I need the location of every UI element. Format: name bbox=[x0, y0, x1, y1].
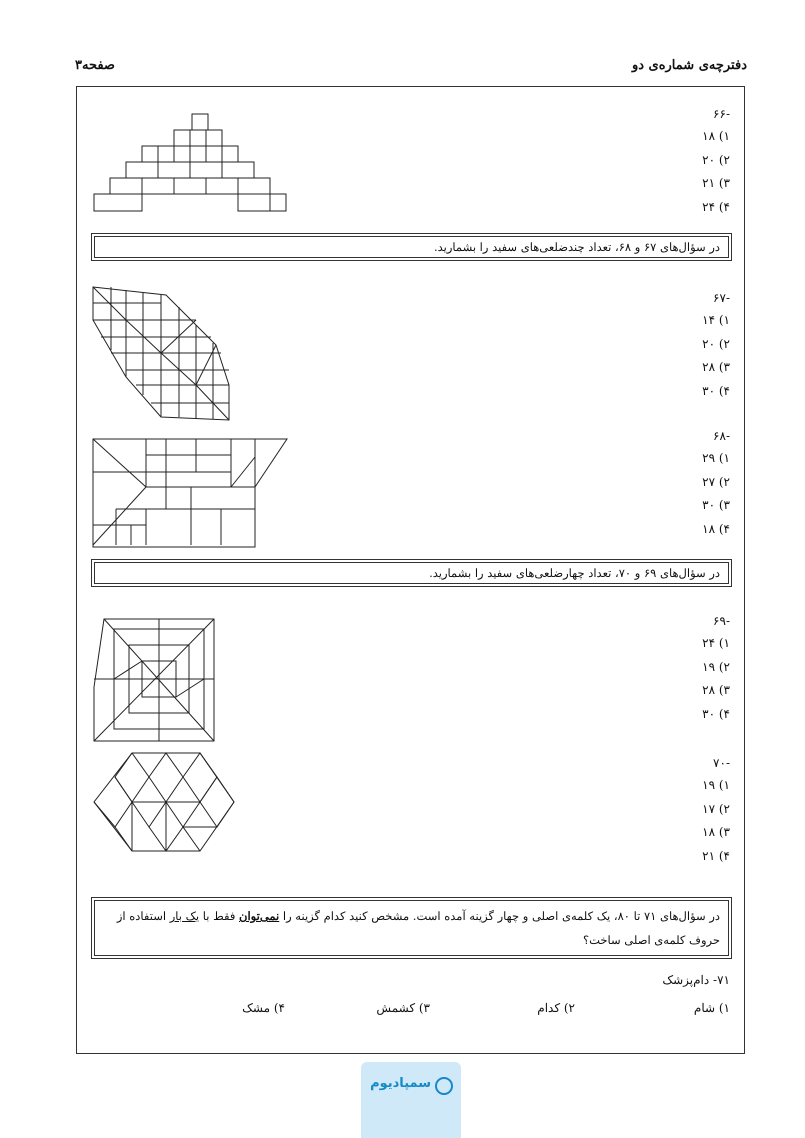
option-1[interactable]: ۱) ۱۴ bbox=[702, 313, 730, 327]
question-71-stem: ۷۱- دام‌پزشک bbox=[662, 973, 730, 987]
option-3[interactable]: ۳) ۲۸ bbox=[702, 683, 730, 697]
question-67 bbox=[702, 287, 730, 403]
page-number: صفحه۳ bbox=[75, 58, 115, 73]
option-4[interactable]: ۴) مشک bbox=[242, 1001, 285, 1015]
question-70 bbox=[702, 752, 730, 868]
option-3[interactable]: ۳) ۳۰ bbox=[702, 498, 730, 512]
option-3[interactable]: ۳) ۲۱ bbox=[702, 176, 730, 190]
question-number: -۶۷ bbox=[713, 291, 730, 305]
option-2[interactable]: ۲) کدام bbox=[537, 1001, 575, 1015]
book-title: دفترچه‌ی شماره‌ی دو bbox=[631, 58, 747, 73]
option-1[interactable]: ۱) شام bbox=[693, 1001, 730, 1015]
question-68 bbox=[702, 425, 730, 541]
brand-name: سمپادیوم bbox=[370, 1076, 431, 1091]
question-number: -۶۶ bbox=[713, 107, 730, 121]
option-4[interactable]: ۴) ۱۸ bbox=[702, 521, 730, 536]
option-1[interactable]: ۱) ۱۸ bbox=[702, 129, 730, 143]
footer-logo-tab bbox=[361, 1062, 461, 1138]
figure-70-hexagon-cubes bbox=[92, 751, 238, 855]
instruction-part: در سؤال‌های ۷۱ تا ۸۰، یک کلمه‌ی اصلی و چهار گزینه آمده است. مشخص کنید کدام گزینه را bbox=[279, 909, 720, 923]
instruction-emphasis: یک بار bbox=[169, 909, 200, 923]
option-2[interactable]: ۲) ۲۰ bbox=[702, 152, 730, 167]
figure-69-square-web bbox=[92, 617, 218, 745]
instruction-box-1 bbox=[91, 233, 732, 261]
instruction-text bbox=[94, 900, 729, 956]
question-frame bbox=[76, 86, 745, 1054]
instruction-part: استفاده از حروف کلمه‌ی اصلی ساخت؟ bbox=[116, 909, 720, 947]
brand-logo[interactable] bbox=[369, 1076, 453, 1098]
option-4[interactable]: ۴) ۳۰ bbox=[702, 383, 730, 398]
option-2[interactable]: ۲) ۲۷ bbox=[702, 474, 730, 489]
instruction-box-3 bbox=[91, 897, 732, 959]
option-4[interactable]: ۴) ۲۱ bbox=[702, 848, 730, 863]
option-2[interactable]: ۲) ۲۰ bbox=[702, 336, 730, 351]
option-4[interactable]: ۴) ۲۴ bbox=[702, 199, 730, 214]
instruction-part: فقط با bbox=[199, 909, 240, 923]
question-71-options bbox=[207, 1001, 730, 1021]
option-3[interactable]: ۳) ۲۸ bbox=[702, 360, 730, 374]
figure-67-polygon-grid bbox=[91, 285, 233, 425]
option-1[interactable]: ۱) ۲۴ bbox=[702, 636, 730, 650]
option-2[interactable]: ۲) ۱۹ bbox=[702, 659, 730, 674]
brain-icon bbox=[435, 1077, 453, 1095]
option-1[interactable]: ۱) ۱۹ bbox=[702, 778, 730, 792]
instruction-emphasis: نمی‌توان bbox=[239, 909, 280, 923]
option-4[interactable]: ۴) ۳۰ bbox=[702, 706, 730, 721]
figure-68-rectangle-grid bbox=[91, 437, 289, 551]
instruction-text: در سؤال‌های ۶۷ و ۶۸، تعداد چندضلعی‌های سفید را بشمارید. bbox=[94, 236, 729, 258]
question-number: -۶۸ bbox=[713, 429, 730, 443]
figure-66-brick-pyramid bbox=[92, 112, 292, 214]
instruction-text: در سؤال‌های ۶۹ و ۷۰، تعداد چهارضلعی‌های سفید را بشمارید. bbox=[94, 562, 729, 584]
option-2[interactable]: ۲) ۱۷ bbox=[702, 801, 730, 816]
question-69 bbox=[702, 610, 730, 726]
option-1[interactable]: ۱) ۲۹ bbox=[702, 451, 730, 465]
question-66 bbox=[702, 103, 730, 219]
question-number: -۶۹ bbox=[713, 614, 730, 628]
instruction-box-2 bbox=[91, 559, 732, 587]
question-number: -۷۰ bbox=[713, 756, 730, 770]
option-3[interactable]: ۳) ۱۸ bbox=[702, 825, 730, 839]
option-3[interactable]: ۳) کشمش bbox=[376, 1001, 430, 1015]
